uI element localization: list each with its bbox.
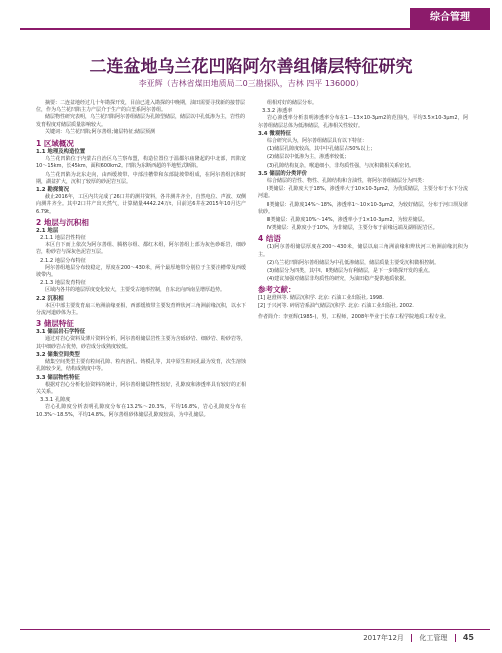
section-heading: 2 地层与沉积相 bbox=[36, 217, 89, 227]
subsubsection-heading: 2.1.3 地层发育特征 bbox=[40, 280, 86, 287]
body-paragraph: (1)储层孔隙度较高，其中中孔储层占50%以上； bbox=[267, 146, 376, 153]
body-paragraph: 储集空间类型主要有粒间孔隙、粒内溶孔、铸模孔等，其中原生粒间孔最为发育，次生溶蚀孔隙较少见，结构成熟度中等。 bbox=[36, 359, 246, 373]
author-note: 作者简介：李亚辉(1985-)，男，工程师，2008年毕业于长春工程学院地质工程专业。 bbox=[258, 313, 450, 320]
subsection-heading: 1.2 勘探简况 bbox=[36, 187, 69, 194]
body-paragraph: (4)建议加强对储层非均质性的研究，为油田稳产提供地质依据。 bbox=[267, 276, 410, 283]
body-paragraph: Ⅳ类储层：孔隙度小于10%，为非储层，主要分布于前缘远端及湖相泥岩区。 bbox=[267, 225, 438, 232]
body-paragraph: 综合研究认为，阿尔善组储层具有以下特征： bbox=[267, 138, 368, 145]
body-paragraph: 截止2016年，工区内共完成了26口井的测井资料，各井测井齐全，自然电位、声波、双侧向测井齐全。其中2口井产出天然气，计算储量4442.24万t，目前达6井在2015年10月达产6.79t。 bbox=[36, 194, 246, 215]
body-paragraph: 本区中部主要发育扇三角洲前缘亚相，西部缓坡带主要发育辫状河三角洲前缘沉积，以水下分流河道砂体为主。 bbox=[36, 302, 246, 317]
reference-item: [2] 于兴河等. 碎屑岩系油气储层沉积学. 北京: 石油工业出版社, 2002. bbox=[258, 302, 414, 309]
right-column bbox=[258, 100, 468, 321]
subsubsection-heading: 2.1.2 地层分布特征 bbox=[40, 257, 86, 264]
body-paragraph: 综合储层的岩性、物性、孔隙结构和含油性，将阿尔善组储层分为四类： bbox=[267, 178, 428, 185]
section-heading: 1 区域概况 bbox=[36, 139, 74, 149]
subsection-heading: 2.2 沉积相 bbox=[36, 295, 64, 302]
subsection-heading: 3.4 微观特征 bbox=[258, 130, 291, 137]
footer-issue: 2017年12月 bbox=[363, 634, 404, 642]
reference-item: [1] 赵澄林等. 储层沉积学. 北京: 石油工业出版社, 1998. bbox=[258, 295, 384, 302]
body-paragraph: 岩心渗透率分析表明渗透率分布在1－13×10-3μm2的范围内，平均3.5×10-3μm2，阿尔善组储层总体为低渗储层，孔渗相关性较好。 bbox=[258, 115, 468, 129]
subsection-heading: 3.3 储层物性特征 bbox=[36, 374, 80, 381]
subsection-heading: 3.2 储集空间类型 bbox=[36, 351, 80, 358]
body-paragraph: (3)储层分为四类，其中Ⅰ、Ⅱ类储层为有利储层，是下一步勘探开发的重点。 bbox=[267, 268, 434, 275]
body-paragraph: 岩心孔隙度分析表明孔隙度分布在13.2%～20.3%，平均16.8%，岩心孔隙度分布在10.3%～18.5%，平均14.8%。阿尔善组砂体储层孔隙度较高，为中孔储层。 bbox=[36, 404, 246, 418]
footer-journal: 化工管理 bbox=[419, 634, 448, 642]
section-tag: 综合管理 bbox=[410, 8, 490, 28]
body-paragraph: 通过对岩心资料及薄片资料分析，阿尔善组储层岩性主要为含砾砂岩、细砂岩、粉砂岩等，其中细砂岩占优势，砂岩成分成熟度较低。 bbox=[36, 336, 246, 350]
body-paragraph: Ⅰ类储层：孔隙度大于18%，渗透率大于10×10-3μm2，为优质储层，主要分布于水下分流河道。 bbox=[258, 186, 468, 200]
body-paragraph: (2)储层以中低渗为主，渗透率较低； bbox=[267, 154, 350, 161]
footer-separator bbox=[411, 634, 412, 642]
page-number: 45 bbox=[462, 633, 474, 642]
body-paragraph: 本区自下而上依次为阿尔善组、腾格尔组、都红木组，阿尔善组上部为灰色砂砾岩，细砂岩，粉砂岩与深灰色泥岩互层。 bbox=[36, 242, 246, 256]
body-paragraph: Ⅲ类储层：孔隙度10%～14%，渗透率小于1×10-3μm2，为较差储层。 bbox=[267, 217, 428, 224]
body-paragraph: 区域内各井的地层厚度变化较大，主要受古地形控制，自东北向西南呈增厚趋势。 bbox=[45, 287, 226, 294]
section-heading: 3 储层特征 bbox=[36, 319, 74, 329]
body-paragraph: (1)阿尔善组储层厚度在200～430米，储层以扇三角洲前缘和辫状河三角洲前缘沉积为主。 bbox=[258, 244, 468, 258]
subsubsection-heading: 3.3.1 孔隙度 bbox=[40, 397, 71, 404]
subsection-heading: 3.5 储层的分类评价 bbox=[258, 170, 308, 177]
section-heading: 4 结语 bbox=[258, 234, 281, 244]
subsubsection-heading: 2.1.1 地层岩性特征 bbox=[40, 235, 86, 242]
article-authors: 李亚辉（吉林省煤田地质局二0三勘探队，吉林 四平 136000） bbox=[138, 79, 364, 88]
abstract-paragraph: 摘要：二连盆地经过几十年勘探开发，目前已进入勘探的中晚期，油田需要寻找新的接替层位，作为乌兰花凹陷主力产层介于生产的白垩系阿尔善组。 bbox=[36, 100, 246, 114]
subsubsection-heading: 3.3.2 渗透率 bbox=[262, 108, 293, 115]
subsection-heading: 2.1 地层 bbox=[36, 227, 59, 234]
body-paragraph: Ⅱ类储层：孔隙度14%～18%，渗透率1～10×10-3μm2，为较好储层，分布于河口坝及席状砂。 bbox=[258, 201, 469, 215]
subsection-heading: 1.1 地理及构造位置 bbox=[36, 149, 86, 156]
left-column bbox=[36, 100, 246, 420]
body-paragraph: 根据对岩心分析化验资料的统计，阿尔善组储层物性较好，孔隙度和渗透率具有较好的正相关关系。 bbox=[36, 381, 246, 395]
body-paragraph: 阿尔善组地层分布较稳定，厚度在200～430米，两个最厚地带分别位于主要洼槽带及西缓坡带内。 bbox=[36, 264, 246, 279]
body-paragraph: 乌兰花凹陷为北东走向，由西缓坡带、中部洼槽带和东部陡坡带组成，在阿尔善组沉积时期，湖盆扩大，沉积了较厚的砂泥岩互层。 bbox=[36, 171, 246, 185]
footer-rule bbox=[20, 629, 490, 630]
body-paragraph: 乌兰花凹陷位于内蒙古自治区乌兰察布盟，构造位置位于温都尔庙隆起的中北部，凹陷宽10～15km，长45km，面积600km2。凹陷为东断西超的半地堑式断陷。 bbox=[36, 156, 246, 170]
body-paragraph: (2)乌兰花凹陷阿尔善组储层为中孔低渗储层，储层质量主要受沉积微相控制。 bbox=[267, 259, 440, 266]
footer-separator bbox=[455, 634, 456, 642]
header-rule bbox=[20, 28, 490, 30]
keywords: 关键词：乌兰花凹陷;阿尔善组;储层特征;储层预测 bbox=[45, 128, 156, 135]
page-footer bbox=[363, 633, 474, 643]
subsection-heading: 3.1 储层岩石学特征 bbox=[36, 329, 86, 336]
article-title: 二连盆地乌兰花凹陷阿尔善组储层特征研究 bbox=[89, 57, 413, 77]
body-paragraph: 组相对好的储层分布。 bbox=[267, 100, 318, 106]
body-paragraph: (3)孔隙结构复杂，喉道细小，非均质性强，与沉积微相关系密切。 bbox=[267, 162, 415, 169]
abstract-paragraph: 储层物性研究表明，乌兰花凹陷阿尔善组储层为孔隙型储层，储层以中孔低渗为主，岩性的发育程度对储层质量影响较大。 bbox=[36, 114, 246, 128]
section-heading: 参考文献： bbox=[258, 285, 296, 295]
